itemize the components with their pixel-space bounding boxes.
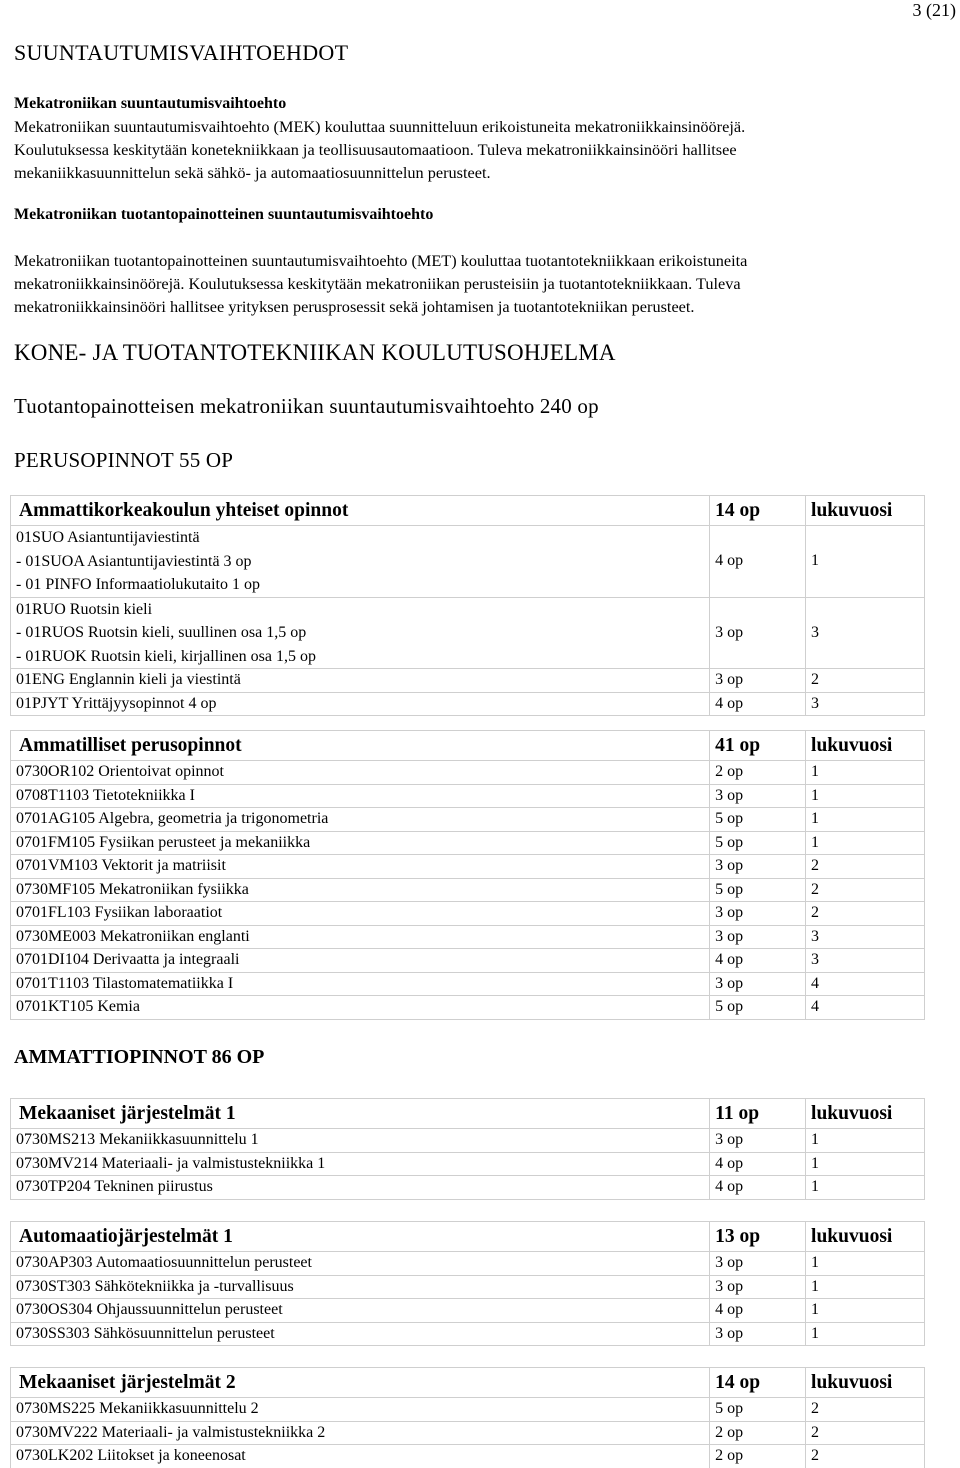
course-year: 3 [806, 949, 925, 973]
course-year: 1 [806, 1129, 925, 1153]
table-row [11, 1129, 925, 1153]
course-op: 2 op [710, 761, 806, 785]
course-name: 01ENG Englannin kieli ja viestintä [11, 669, 710, 693]
auto1-table [10, 1221, 925, 1346]
mek-line-3: mekaniikkasuunnittelun sekä sähkö- ja automaatiosuunnittelun perusteet. [14, 163, 491, 182]
header-name: Mekaaniset järjestelmät 1 [11, 1099, 710, 1129]
course-year: 2 [806, 1398, 925, 1422]
course-year: 2 [806, 1445, 925, 1468]
course-op: 5 op [710, 996, 806, 1020]
course-name: 0730OS304 Ohjaussuunnittelun perusteet [11, 1299, 710, 1323]
met-section [14, 203, 944, 318]
common-studies-table [10, 495, 925, 716]
header-op: 41 op [710, 731, 806, 761]
course-year: 1 [806, 1176, 925, 1200]
table-row [11, 808, 925, 832]
course-year: 3 [806, 597, 925, 669]
course-name: 0701T1103 Tilastomatematiikka I [11, 972, 710, 996]
mek-line-1: Mekatroniikan suuntautumisvaihtoehto (MEK) kouluttaa suunnitteluun erikoistuneita mekatroniikkainsinöörejä. [14, 117, 746, 136]
met-line-1: Mekatroniikan tuotantopainotteinen suuntautumisvaihtoehto (MET) kouluttaa tuotantotekniikkaan erikoistuneita [14, 251, 748, 270]
table-row [11, 972, 925, 996]
header-name: Ammattikorkeakoulun yhteiset opinnot [11, 496, 710, 526]
table-header [11, 1368, 925, 1398]
course-op: 5 op [710, 808, 806, 832]
course-year: 1 [806, 1152, 925, 1176]
course-op: 3 op [710, 972, 806, 996]
course-year: 2 [806, 855, 925, 879]
course-name: 0701VM103 Vektorit ja matriisit [11, 855, 710, 879]
course-op: 5 op [710, 1398, 806, 1422]
page-title: SUUNTAUTUMISVAIHTOEHDOT [14, 40, 349, 65]
table-header [11, 496, 925, 526]
course-name: 0730MS225 Mekaniikkasuunnittelu 2 [11, 1398, 710, 1422]
professional-studies-title: AMMATTIOPINNOT 86 OP [14, 1046, 265, 1068]
table-row [11, 669, 925, 693]
table-row [11, 761, 925, 785]
course-name: 0701DI104 Derivaatta ja integraali [11, 949, 710, 973]
course-name: 0701FM105 Fysiikan perusteet ja mekaniikka [11, 831, 710, 855]
mek-section [14, 92, 944, 184]
table-row [11, 1445, 925, 1468]
table-row [11, 1421, 925, 1445]
course-year: 2 [806, 878, 925, 902]
course-part: - 01 PINFO Informaatiolukutaito 1 op [16, 576, 260, 593]
course-op: 4 op [710, 1152, 806, 1176]
table-row [11, 1398, 925, 1422]
course-op: 3 op [710, 902, 806, 926]
table-header [11, 731, 925, 761]
course-name: 01SUO Asiantuntijaviestintä [16, 529, 200, 546]
table-row [11, 831, 925, 855]
course-op: 4 op [710, 526, 806, 598]
mech2-table [10, 1367, 925, 1468]
header-name: Ammatilliset perusopinnot [11, 731, 710, 761]
course-name: 01PJYT Yrittäjyysopinnot 4 op [11, 692, 710, 716]
course-name: 0730MV214 Materiaali- ja valmistustekniikka 1 [11, 1152, 710, 1176]
header-year: lukuvuosi [806, 1222, 925, 1252]
course-year: 2 [806, 669, 925, 693]
course-year: 1 [806, 1322, 925, 1346]
table-header [11, 1222, 925, 1252]
course-year: 1 [806, 1275, 925, 1299]
course-year: 1 [806, 761, 925, 785]
mek-line-2: Koulutuksessa keskitytään konetekniikkaan ja teollisuusautomaatioon. Tuleva mekatroniikkainsinööri hallitsee [14, 140, 737, 159]
course-op: 4 op [710, 692, 806, 716]
header-name: Automaatiojärjestelmät 1 [11, 1222, 710, 1252]
programme-subtitle: Tuotantopainotteisen mekatroniikan suuntautumisvaihtoehto 240 op [14, 394, 599, 418]
table-row [11, 692, 925, 716]
table-row [11, 1152, 925, 1176]
course-name: 01RUO Ruotsin kieli [16, 600, 153, 618]
header-year: lukuvuosi [806, 1099, 925, 1129]
met-heading: Mekatroniikan tuotantopainotteinen suuntautumisvaihtoehto [14, 206, 434, 223]
course-name: 0701AG105 Algebra, geometria ja trigonometria [11, 808, 710, 832]
table-row [11, 784, 925, 808]
table-row [11, 1275, 925, 1299]
course-op: 3 op [710, 855, 806, 879]
course-part: - 01SUOA Asiantuntijaviestintä 3 op [16, 552, 252, 570]
course-op: 3 op [710, 925, 806, 949]
table-row [11, 526, 925, 598]
course-name: 0701FL103 Fysiikan laboraatiot [11, 902, 710, 926]
course-name: 0701KT105 Kemia [11, 996, 710, 1020]
professional-basic-table [10, 730, 925, 1020]
course-year: 3 [806, 925, 925, 949]
course-op: 4 op [710, 1299, 806, 1323]
header-op: 14 op [710, 496, 806, 526]
table-row [11, 1176, 925, 1200]
course-year: 2 [806, 902, 925, 926]
course-year: 1 [806, 808, 925, 832]
course-op: 5 op [710, 831, 806, 855]
course-op: 3 op [710, 1275, 806, 1299]
course-op: 2 op [710, 1421, 806, 1445]
table-row [11, 902, 925, 926]
programme-title: KONE- JA TUOTANTOTEKNIIKAN KOULUTUSOHJELMA [14, 340, 616, 365]
course-name: 0708T1103 Tietotekniikka I [11, 784, 710, 808]
met-line-2: mekatroniikkainsinöörejä. Koulutuksessa keskitytään mekatroniikan perusteisiin ja tuotantotekniikkaan. Tuleva [14, 274, 741, 293]
course-op: 3 op [710, 784, 806, 808]
table-row [11, 925, 925, 949]
course-name: 0730TP204 Tekninen piirustus [11, 1176, 710, 1200]
header-year: lukuvuosi [806, 731, 925, 761]
course-part: - 01RUOS Ruotsin kieli, suullinen osa 1,5 op [16, 624, 307, 641]
course-year: 1 [806, 831, 925, 855]
course-name: 0730AP303 Automaatiosuunnittelun perusteet [11, 1252, 710, 1276]
mech1-table [10, 1098, 925, 1200]
table-row [11, 949, 925, 973]
mek-heading: Mekatroniikan suuntautumisvaihtoehto [14, 95, 287, 112]
course-name: 0730MV222 Materiaali- ja valmistustekniikka 2 [11, 1421, 710, 1445]
header-op: 13 op [710, 1222, 806, 1252]
course-year: 3 [806, 692, 925, 716]
header-op: 11 op [710, 1099, 806, 1129]
course-name: 0730ME003 Mekatroniikan englanti [11, 925, 710, 949]
course-op: 3 op [710, 669, 806, 693]
course-op: 4 op [710, 949, 806, 973]
course-op: 2 op [710, 1445, 806, 1468]
table-row [11, 1322, 925, 1346]
course-op: 3 op [710, 1252, 806, 1276]
course-name: 0730SS303 Sähkösuunnittelun perusteet [11, 1322, 710, 1346]
course-name: 0730MS213 Mekaniikkasuunnittelu 1 [11, 1129, 710, 1153]
course-name: 0730ST303 Sähkötekniikka ja -turvallisuus [11, 1275, 710, 1299]
header-op: 14 op [710, 1368, 806, 1398]
course-year: 1 [806, 1252, 925, 1276]
table-row [11, 597, 925, 669]
course-op: 3 op [710, 1129, 806, 1153]
header-name: Mekaaniset järjestelmät 2 [11, 1368, 710, 1398]
table-row [11, 996, 925, 1020]
table-row [11, 855, 925, 879]
course-op: 4 op [710, 1176, 806, 1200]
course-year: 1 [806, 1299, 925, 1323]
table-row [11, 878, 925, 902]
course-op: 3 op [710, 1322, 806, 1346]
table-header [11, 1099, 925, 1129]
course-year: 4 [806, 996, 925, 1020]
course-year: 1 [806, 784, 925, 808]
course-op: 5 op [710, 878, 806, 902]
course-year: 1 [806, 526, 925, 598]
met-line-3: mekatroniikkainsinööri hallitsee yrityksen perusprosessit sekä johtamisen ja tuotantotekniikan perusteet. [14, 297, 695, 316]
basic-studies-title: PERUSOPINNOT 55 OP [14, 448, 234, 472]
course-name: 0730LK202 Liitokset ja koneenosat [11, 1445, 710, 1468]
course-year: 2 [806, 1421, 925, 1445]
header-year: lukuvuosi [806, 1368, 925, 1398]
course-year: 4 [806, 972, 925, 996]
table-row [11, 1299, 925, 1323]
course-part: - 01RUOK Ruotsin kieli, kirjallinen osa 1,5 op [16, 647, 316, 665]
table-row [11, 1252, 925, 1276]
page-number: 3 (21) [912, 0, 956, 20]
header-year: lukuvuosi [806, 496, 925, 526]
course-name: 0730MF105 Mekatroniikan fysiikka [11, 878, 710, 902]
course-op: 3 op [710, 597, 806, 669]
course-name: 0730OR102 Orientoivat opinnot [11, 761, 710, 785]
